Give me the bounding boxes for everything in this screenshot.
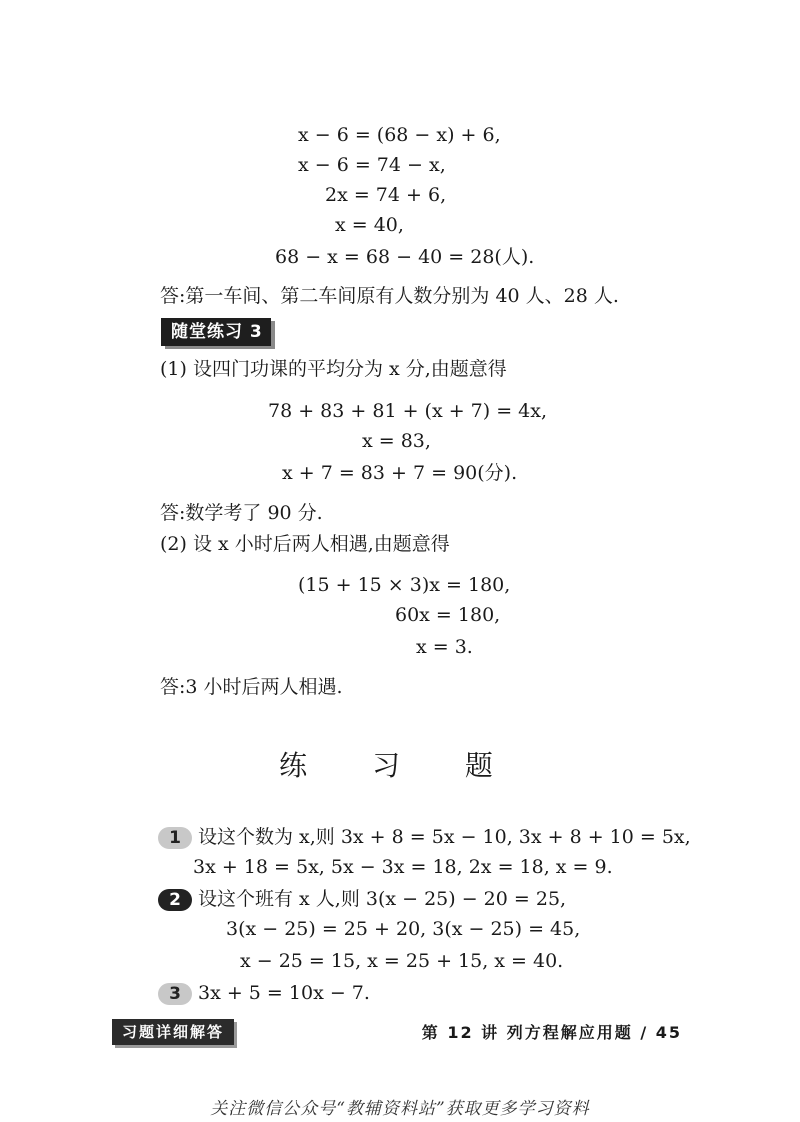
answer-text: 答:3 小时后两人相遇. (160, 676, 343, 698)
exercise-item-1 (158, 824, 691, 850)
answer-text: 答:第一车间、第二车间原有人数分别为 40 人、28 人. (160, 285, 619, 307)
section-badge: 随堂练习 3 (161, 318, 271, 346)
exercise-item-2 (158, 886, 566, 912)
footer-section-label: 习题详细解答 (112, 1019, 234, 1045)
problem-intro: (2) 设 x 小时后两人相遇,由题意得 (160, 533, 450, 555)
exercise-text: 设这个班有 x 人,则 3(x − 25) − 20 = 25, (198, 888, 567, 910)
exercise-number-badge: 1 (158, 827, 192, 849)
equation-line: x + 7 = 83 + 7 = 90(分). (282, 462, 518, 484)
footer-page-info: 第 12 讲 列方程解应用题 / 45 (421, 1023, 682, 1042)
equation-line: x = 83, (362, 430, 431, 452)
problem-intro: (1) 设四门功课的平均分为 x 分,由题意得 (160, 358, 507, 380)
equation-line: (15 + 15 × 3)x = 180, (298, 574, 511, 596)
equation-line: 60x = 180, (395, 604, 501, 626)
exercise-item-3 (158, 980, 370, 1006)
watermark-text: 关注微信公众号“教辅资料站”获取更多学习资料 (210, 1099, 590, 1119)
equation-line: 68 − x = 68 − 40 = 28(人). (275, 246, 535, 268)
equation-line: 2x = 74 + 6, (325, 184, 447, 206)
exercise-text: 3x + 5 = 10x − 7. (198, 982, 370, 1004)
exercise-text: 设这个数为 x,则 3x + 8 = 5x − 10, 3x + 8 + 10 = 5x, (198, 826, 691, 848)
answer-text: 答:数学考了 90 分. (160, 502, 323, 524)
section-title: 练 习 题 (279, 749, 521, 782)
equation-line: x = 40, (335, 214, 404, 236)
equation-line: x = 3. (416, 636, 473, 658)
equation-line: x − 6 = (68 − x) + 6, (298, 124, 501, 146)
exercise-text: 3(x − 25) = 25 + 20, 3(x − 25) = 45, (226, 918, 581, 940)
equation-line: 78 + 83 + 81 + (x + 7) = 4x, (268, 400, 547, 422)
exercise-text: 3x + 18 = 5x, 5x − 3x = 18, 2x = 18, x = 9. (193, 856, 613, 878)
equation-line: x − 6 = 74 − x, (298, 154, 446, 176)
exercise-number-badge: 3 (158, 983, 192, 1005)
exercise-text: x − 25 = 15, x = 25 + 15, x = 40. (240, 950, 564, 972)
exercise-number-badge: 2 (158, 889, 192, 911)
